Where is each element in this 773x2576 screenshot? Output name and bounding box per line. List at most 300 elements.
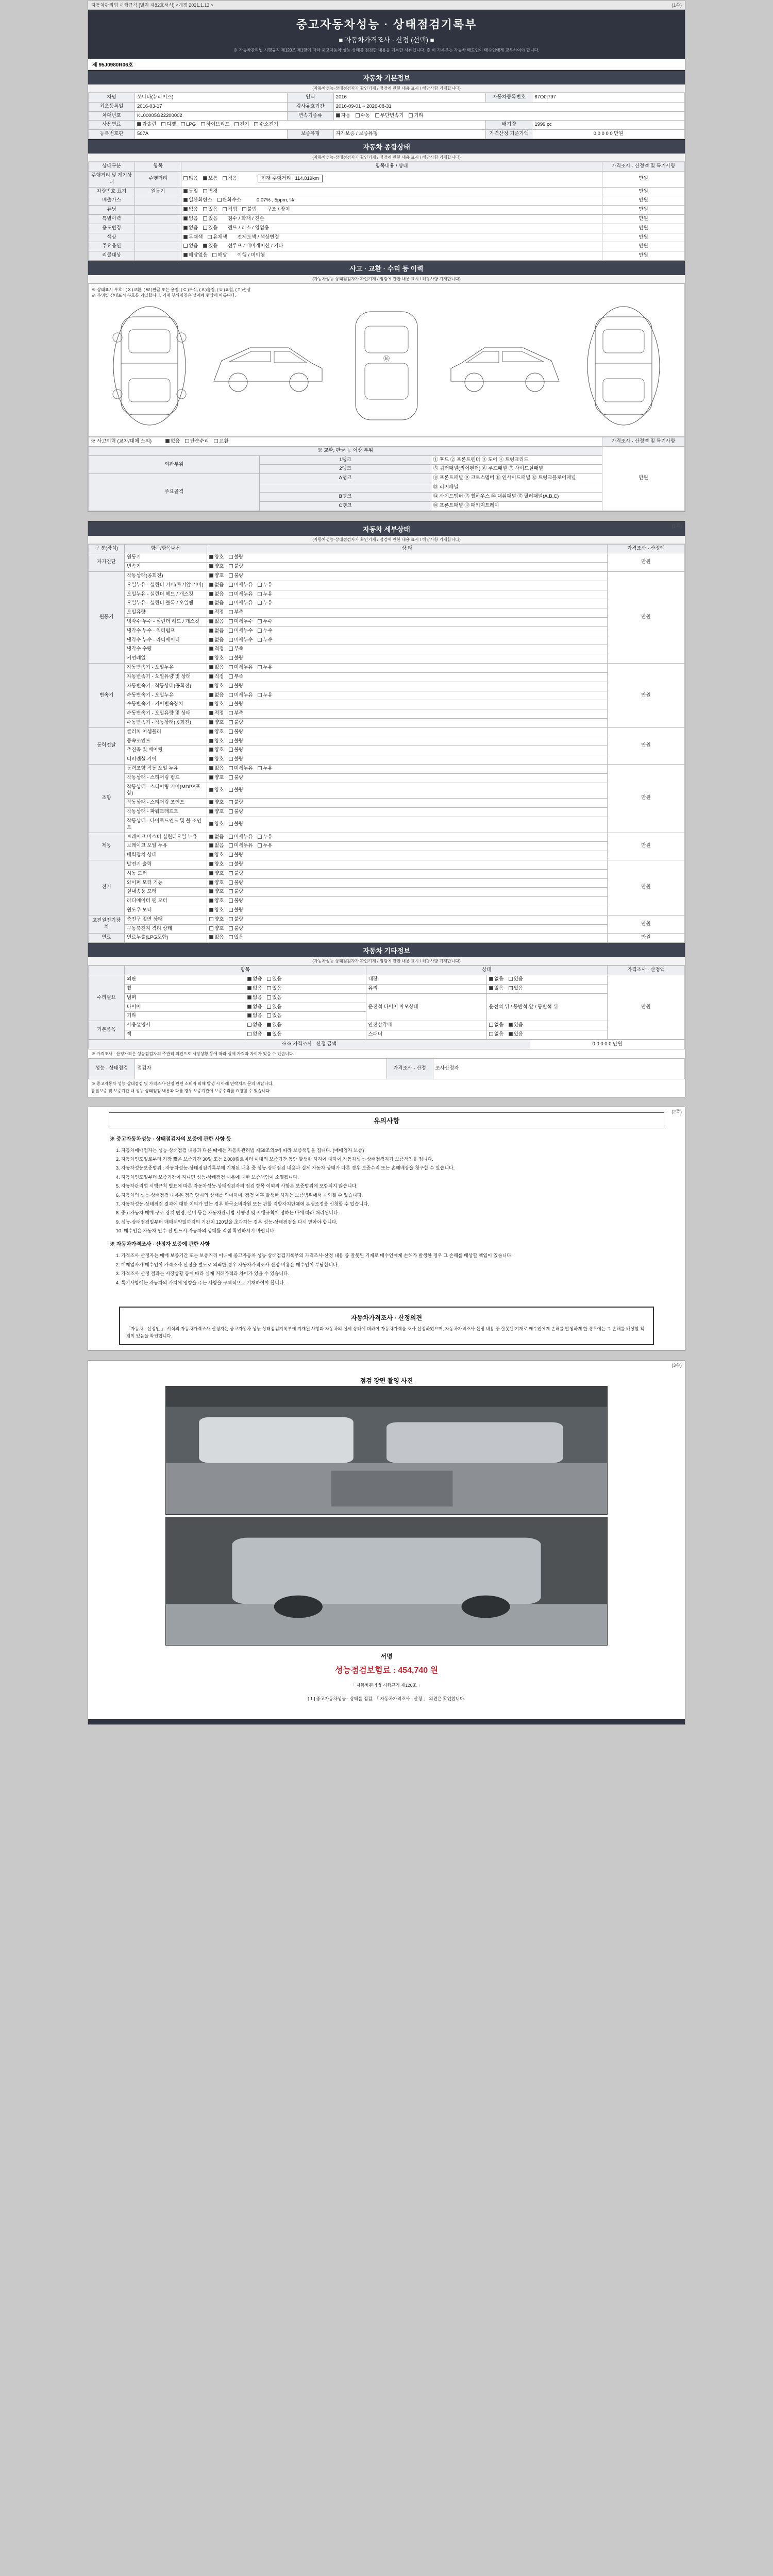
item-status	[207, 608, 608, 618]
option-manual[interactable]: 수동	[356, 113, 370, 120]
table-row	[89, 682, 685, 691]
status-opt-0[interactable]	[209, 747, 224, 754]
item-name: 자동변속기 - 오일누유	[125, 664, 207, 673]
status-opt-1[interactable]	[229, 609, 243, 616]
table-row	[89, 1030, 685, 1039]
status-opt-0[interactable]	[209, 600, 224, 607]
etc-opt2-0[interactable]	[489, 986, 503, 992]
table-row	[89, 833, 685, 842]
status-label-1: 불량	[234, 738, 244, 744]
status-opt-1[interactable]	[229, 710, 243, 717]
status-opt-0[interactable]	[209, 564, 224, 570]
footer-note-2: [ 1 ] 중고자동차성능 · 상태를 점검, 「 자동차가격조사 · 산정 」 의견은 확인합니다.	[308, 1696, 465, 1702]
status-opt-2[interactable]	[258, 591, 272, 598]
table-row	[89, 700, 685, 709]
etc-opt2-1[interactable]	[509, 976, 523, 983]
status-label-0: 적정	[214, 710, 224, 717]
etc-opt2-0[interactable]	[489, 1031, 503, 1038]
status-label-2: 누유	[263, 582, 273, 588]
field-label: 등록번호판	[89, 130, 135, 139]
status-opt-0[interactable]	[209, 787, 224, 794]
status-opt-0[interactable]	[209, 738, 224, 745]
group-price: 만원	[608, 860, 685, 915]
footer-note-1: 「 자동차관리법 시행규칙 제120조 」	[350, 1682, 423, 1688]
item-name: 클러치 어셈블리	[125, 727, 207, 737]
etc-opt-1[interactable]	[267, 995, 281, 1002]
table-row	[89, 130, 685, 139]
status-label-1: 미세누유	[234, 665, 253, 671]
parts-category: 주요골격	[89, 474, 260, 511]
status-opt-1[interactable]	[229, 766, 253, 772]
status-label-1: 불량	[234, 809, 244, 815]
item-name: 냉각수 누수 - 워터펌프	[125, 626, 207, 636]
opt-1[interactable]	[203, 176, 217, 182]
item-name: 오일유량	[125, 608, 207, 618]
status-opt-1[interactable]	[229, 591, 253, 598]
etc-opt-0[interactable]	[247, 1022, 262, 1029]
opt-1[interactable]	[203, 189, 217, 195]
status-opt-0[interactable]	[209, 591, 224, 598]
page-4	[88, 1360, 685, 1725]
opt-1[interactable]	[203, 225, 217, 232]
status-opt-1[interactable]	[229, 917, 243, 923]
status-opt-0[interactable]	[209, 926, 224, 933]
status-opt-0[interactable]	[209, 609, 224, 616]
status-opt-1[interactable]	[229, 787, 243, 794]
table-row	[89, 474, 685, 483]
accident-simple[interactable]	[185, 438, 209, 445]
item-name: 디퍼렌셜 기어	[125, 755, 207, 765]
status-opt-0[interactable]	[209, 573, 224, 580]
status-opt-1[interactable]	[229, 871, 243, 877]
status-label-0: 없음	[214, 619, 224, 624]
fuel-option-4[interactable]	[234, 122, 249, 128]
etc-opt-1[interactable]	[267, 1004, 281, 1011]
status-label-0: 없음	[214, 834, 224, 840]
opt-label-1: 있음	[208, 225, 218, 231]
status-opt-1[interactable]	[229, 907, 243, 914]
section-basic-sub: (자동차성능·상태점검자가 확인기재 / 점검에 관한 내용 표시 / 해당사항 기재합니다)	[88, 84, 685, 93]
fuel-option-3[interactable]	[201, 122, 230, 128]
col-category: 상태구분	[89, 162, 135, 172]
status-opt-0[interactable]	[209, 665, 224, 671]
etc-opt-label-1: 있음	[272, 1022, 282, 1028]
status-label-2: 누수	[263, 619, 273, 624]
status-opt-1[interactable]	[229, 646, 243, 653]
status-label-1: 부족	[234, 646, 244, 652]
row-category: 리콜대상	[89, 251, 135, 261]
status-label-2: 누수	[263, 637, 273, 643]
col-status: 상 태	[207, 544, 608, 553]
etc-status2	[486, 984, 607, 993]
field-label: 차대번호	[89, 111, 135, 121]
table-row	[89, 224, 685, 233]
row-category: 튜닝	[89, 206, 135, 215]
notice-item: 1. 가격조사·산정자는 매매 보증기간 또는 보증거리 이내에 중고자동차 성능·상태점검기록부의 가격조사·산정 내용 중 잘못된 기재로 매수인에게 손해가 발생한 경우 그 손해를 배상할 책임이 있습니다.	[116, 1253, 513, 1259]
etc-opt2-0[interactable]	[489, 976, 503, 983]
inspection-fee	[165, 1662, 608, 1681]
group-price: 만원	[608, 765, 685, 833]
status-opt-2[interactable]	[258, 637, 272, 644]
status-opt-0[interactable]	[209, 809, 224, 816]
opt-3[interactable]	[242, 207, 257, 213]
status-opt-0[interactable]	[209, 880, 224, 887]
status-label-0: 양호	[214, 800, 224, 806]
status-opt-2[interactable]	[258, 582, 272, 589]
option-auto[interactable]: 자동	[336, 113, 350, 120]
etc-opt2-label-1: 있음	[513, 976, 524, 982]
opt-0[interactable]	[183, 234, 203, 241]
status-opt-1[interactable]	[229, 628, 253, 635]
opt-0[interactable]	[183, 225, 198, 232]
opt-0[interactable]	[183, 243, 198, 250]
etc-opt-1[interactable]	[267, 1022, 281, 1029]
status-opt-2[interactable]	[258, 692, 272, 699]
etc-status2	[486, 975, 607, 985]
field-label: 검사유효기간	[287, 102, 333, 111]
table-row	[89, 581, 685, 590]
table-row	[89, 654, 685, 664]
accident-exchange[interactable]	[214, 438, 228, 445]
row-note: 만원	[602, 224, 685, 233]
item-name: 오일누유 - 실린더 블록 / 오일팬	[125, 599, 207, 608]
status-opt-1[interactable]	[229, 834, 253, 841]
status-opt-1[interactable]	[229, 665, 253, 671]
status-opt-0[interactable]	[209, 871, 224, 877]
etc-opt2-1[interactable]	[509, 1022, 523, 1029]
item-name: 브레이크 마스터 실린더오일 누유	[125, 833, 207, 842]
status-opt-1[interactable]	[229, 843, 253, 850]
status-opt-0[interactable]	[209, 821, 224, 828]
etc-opt-1[interactable]	[267, 986, 281, 992]
etc-opt-1[interactable]	[267, 1013, 281, 1020]
etc-opt-label-0: 없음	[253, 1013, 262, 1019]
row-note: 만원	[602, 187, 685, 196]
table-header-row	[89, 544, 685, 553]
col-etc-price: 가격조사 · 산정액	[608, 966, 685, 975]
etc-opt2-label-1: 있음	[513, 1031, 524, 1037]
field-value	[333, 111, 684, 121]
status-label-2: 누유	[263, 665, 273, 671]
item-name: 시동 모터	[125, 869, 207, 878]
status-opt-1[interactable]	[229, 852, 243, 859]
etc-status	[245, 993, 366, 1003]
field-value: 2016-03-17	[135, 102, 288, 111]
status-opt-0[interactable]	[209, 843, 224, 850]
status-opt-0[interactable]	[209, 683, 224, 690]
etc-opt2-0[interactable]	[489, 1022, 503, 1029]
option-cvt[interactable]: 무단변속기	[375, 113, 404, 120]
status-label-1: 미세누유	[234, 834, 253, 840]
status-opt-0[interactable]	[209, 935, 224, 941]
status-opt-0[interactable]	[209, 834, 224, 841]
item-name: 배력장치 상태	[125, 851, 207, 860]
field-label: 자동차등록번호	[486, 93, 532, 103]
opt-1[interactable]	[203, 216, 217, 223]
status-opt-1[interactable]	[229, 554, 243, 561]
detail-state-table	[88, 544, 685, 943]
opt-0[interactable]	[183, 207, 198, 213]
status-opt-1[interactable]	[229, 775, 243, 782]
inspection-photo-2	[165, 1517, 608, 1646]
status-opt-2[interactable]	[258, 628, 272, 635]
status-opt-2[interactable]	[258, 619, 272, 625]
status-opt-1[interactable]	[229, 861, 243, 868]
etc-status2	[486, 1021, 607, 1030]
status-opt-2[interactable]	[258, 843, 272, 850]
table-row	[89, 599, 685, 608]
field-label: 최초등록일	[89, 102, 135, 111]
status-opt-2[interactable]	[258, 600, 272, 607]
etc-opt2-1[interactable]	[509, 1031, 523, 1038]
status-opt-1[interactable]	[229, 809, 243, 816]
status-opt-0[interactable]	[209, 701, 224, 708]
status-opt-1[interactable]	[229, 889, 243, 895]
fuel-option-1[interactable]	[161, 122, 176, 128]
status-label-1: 불량	[234, 821, 244, 827]
status-opt-0[interactable]	[209, 898, 224, 905]
status-opt-0[interactable]	[209, 907, 224, 914]
item-status	[207, 672, 608, 682]
status-opt-0[interactable]	[209, 628, 224, 635]
item-name: 작동상태 - 스티어링 펌프	[125, 773, 207, 783]
photo-1-content	[166, 1386, 607, 1514]
status-opt-0[interactable]	[209, 861, 224, 868]
table-row	[89, 906, 685, 916]
opt-1[interactable]	[212, 252, 227, 259]
opt-2[interactable]	[223, 207, 237, 213]
notice-item: 10. 매수인은 자동차 인수 전 반드시 자동차의 상태를 직접 확인하시기 바랍니다.	[116, 1228, 276, 1234]
document-number: 제 95J0980R06호	[88, 59, 685, 70]
opt-1[interactable]	[203, 243, 217, 250]
signature-table	[88, 1058, 685, 1079]
status-opt-0[interactable]	[209, 756, 224, 763]
status-opt-2[interactable]	[258, 665, 272, 671]
table-row	[89, 691, 685, 700]
etc-opt-1[interactable]	[267, 976, 281, 983]
status-opt-1[interactable]	[229, 701, 243, 708]
status-opt-0[interactable]	[209, 710, 224, 717]
etc-status	[245, 1021, 366, 1030]
item-name: 수동변속기 - 오일유량 및 상태	[125, 709, 207, 719]
etc-opt-0[interactable]	[247, 995, 262, 1002]
status-opt-0[interactable]	[209, 646, 224, 653]
accident-history-cell	[89, 437, 602, 447]
status-opt-0[interactable]	[209, 655, 224, 662]
status-opt-0[interactable]	[209, 637, 224, 644]
status-opt-1[interactable]	[229, 692, 253, 699]
status-label-1: 불량	[234, 907, 244, 913]
etc-opt-1[interactable]	[267, 1031, 281, 1038]
item-name: 윈도우 모터	[125, 906, 207, 916]
opt-0[interactable]	[183, 189, 198, 195]
status-opt-0[interactable]	[209, 775, 224, 782]
table-row	[89, 746, 685, 755]
status-opt-0[interactable]	[209, 554, 224, 561]
opt-1[interactable]	[217, 197, 242, 204]
odometer-value: 현재 주행거리 | 114,819km	[258, 175, 323, 182]
status-opt-0[interactable]	[209, 674, 224, 681]
status-opt-2[interactable]	[258, 766, 272, 772]
parts-list: ① 후드 ② 프론트펜더 ③ 도어 ④ 트렁크리드	[431, 455, 602, 465]
status-opt-1[interactable]	[229, 821, 243, 828]
table-row	[89, 455, 685, 465]
etc-item: 범퍼	[125, 993, 245, 1003]
etc-opt2-label-0: 없음	[494, 1022, 504, 1028]
etc-opt-0[interactable]	[247, 1013, 262, 1020]
field-value: 507A	[135, 130, 288, 139]
status-opt-1[interactable]	[229, 880, 243, 887]
status-label-1: 불량	[234, 756, 244, 762]
status-opt-1[interactable]	[229, 738, 243, 745]
row-item	[135, 224, 181, 233]
etc-opt-0[interactable]	[247, 976, 262, 983]
row-category: 색상	[89, 233, 135, 242]
notice-item: 6. 자동차의 성능·상태점검 내용은 점검 당시의 상태를 의미하며, 점검 이후 발생한 하자는 보증범위에서 제외될 수 있습니다.	[116, 1192, 363, 1198]
status-opt-1[interactable]	[229, 720, 243, 726]
status-opt-1[interactable]	[229, 582, 253, 589]
fuel-option-0[interactable]	[137, 122, 157, 128]
status-opt-0[interactable]	[209, 692, 224, 699]
etc-opt-0[interactable]	[247, 1031, 262, 1038]
photo-section-title: 점검 장면 촬영 사진	[360, 1377, 413, 1384]
item-status	[207, 860, 608, 869]
fuel-label-2: LPG	[186, 122, 196, 128]
row-options	[181, 224, 602, 233]
status-label-1: 불량	[234, 898, 244, 904]
price-total-value: 0 0 0 0 0 만원	[530, 1040, 685, 1049]
opt-0[interactable]	[183, 176, 198, 182]
col-content: 항목내용 / 상태	[181, 162, 602, 172]
table-row	[89, 93, 685, 103]
option-etc[interactable]: 기타	[409, 113, 423, 120]
status-opt-1[interactable]	[229, 655, 243, 662]
opt-label-0: 무채색	[189, 234, 203, 240]
table-row	[89, 755, 685, 765]
status-label-0: 적정	[214, 646, 224, 652]
status-opt-1[interactable]	[229, 926, 243, 933]
table-row	[89, 206, 685, 215]
status-label-0: 양호	[214, 719, 224, 725]
row-note: 만원	[602, 233, 685, 242]
etc-opt-0[interactable]	[247, 1004, 262, 1011]
item-name: 브레이크 오일 누유	[125, 842, 207, 851]
status-opt-0[interactable]	[209, 917, 224, 923]
status-opt-1[interactable]	[229, 935, 243, 941]
status-label-1: 미세누유	[234, 766, 253, 771]
etc-opt-label-0: 없음	[253, 1031, 262, 1037]
status-opt-1[interactable]	[229, 747, 243, 754]
notice-item: 2. 매매업자가 매수인이 가격조사·산정을 별도로 의뢰한 경우 자동차가격조사·산정 비용은 매수인이 부담합니다.	[116, 1262, 339, 1267]
status-label-1: 부족	[234, 673, 244, 680]
field-label: 배기량	[486, 121, 532, 130]
etc-opt2-label-0: 없음	[494, 1031, 504, 1037]
status-label-0: 없음	[214, 637, 224, 643]
accident-note-value: 만원	[602, 446, 685, 511]
status-opt-0[interactable]	[209, 619, 224, 625]
etc-table	[88, 965, 685, 1040]
status-opt-1[interactable]	[229, 729, 243, 736]
tuning-detail: 구조 / 장치	[267, 207, 290, 213]
opt-label-3: 불법	[247, 207, 257, 213]
status-opt-0[interactable]	[209, 766, 224, 772]
row-item	[135, 196, 181, 206]
etc-opt2-label-1: 있음	[513, 1022, 524, 1028]
item-name: 와이퍼 모터 기능	[125, 878, 207, 888]
opt-1[interactable]	[203, 207, 217, 213]
opt-0[interactable]	[183, 197, 212, 204]
item-status	[207, 645, 608, 654]
status-label-0: 양호	[214, 738, 224, 744]
status-opt-2[interactable]	[258, 834, 272, 841]
status-opt-1[interactable]	[229, 800, 243, 806]
status-opt-0[interactable]	[209, 582, 224, 589]
row-category: 주요옵션	[89, 242, 135, 251]
item-status	[207, 599, 608, 608]
status-label-1: 미세누유	[234, 843, 253, 849]
group-name: 제동	[89, 833, 125, 860]
opt-0[interactable]	[183, 252, 208, 259]
status-opt-0[interactable]	[209, 800, 224, 806]
status-label-1: 미세누유	[234, 692, 253, 698]
status-opt-1[interactable]	[229, 573, 243, 580]
status-opt-0[interactable]	[209, 852, 224, 859]
status-opt-0[interactable]	[209, 889, 224, 895]
opt-label-1: 유채색	[213, 234, 227, 240]
etc-status	[245, 975, 366, 985]
status-label-0: 없음	[214, 692, 224, 698]
status-label-1: 불량	[234, 861, 244, 867]
status-opt-1[interactable]	[229, 683, 243, 690]
section-etc-sub: (자동차성능·상태점검자가 확인기재 / 점검에 관한 내용 표시 / 해당사항 기재합니다)	[88, 957, 685, 965]
section-detail: 자동차 세부상태	[88, 521, 685, 536]
opt-1[interactable]	[208, 234, 227, 241]
status-opt-1[interactable]	[229, 600, 253, 607]
group-price: 만원	[608, 571, 685, 663]
status-opt-1[interactable]	[229, 756, 243, 763]
usage-change-detail: 렌트 / 리스 / 영업용	[228, 225, 270, 231]
item-name: 수동변속기 - 작동상태(공회전)	[125, 718, 207, 727]
item-name: 작동상태(공회전)	[125, 571, 207, 581]
item-name: 냉각수 누수 - 라디에이터	[125, 636, 207, 645]
footer-bar	[88, 1719, 685, 1724]
status-opt-1[interactable]	[229, 637, 253, 644]
status-opt-1[interactable]	[229, 564, 243, 570]
notice-item: 9. 성능·상태점검일부터 매매계약일까지의 기간이 120일을 초과하는 경우 성능·상태점검을 다시 받아야 합니다.	[116, 1219, 338, 1225]
opt-label-1: 해당	[217, 252, 227, 259]
sheet-tag-2: (1쪽)	[671, 523, 682, 529]
status-opt-0[interactable]	[209, 729, 224, 736]
status-opt-1[interactable]	[229, 619, 253, 625]
group-name: 자가진단	[89, 553, 125, 572]
opt-0[interactable]	[183, 216, 198, 223]
fuel-option-5[interactable]	[254, 122, 278, 128]
sig-right-label: 가격조사 · 산정	[386, 1058, 433, 1079]
opt-2[interactable]	[223, 176, 237, 182]
color-detail: 전체도색 / 색상변경	[237, 234, 279, 240]
etc-opt2-1[interactable]	[509, 986, 523, 992]
status-label-2: 누유	[263, 766, 273, 771]
row-category: 특별이력	[89, 214, 135, 224]
row-item	[135, 233, 181, 242]
fuel-option-2[interactable]	[181, 122, 196, 128]
accident-none[interactable]	[165, 438, 180, 445]
status-opt-1[interactable]	[229, 898, 243, 905]
status-opt-1[interactable]	[229, 674, 243, 681]
etc-opt-0[interactable]	[247, 986, 262, 992]
status-opt-0[interactable]	[209, 720, 224, 726]
field-value: KL00005G22200002	[135, 111, 288, 121]
